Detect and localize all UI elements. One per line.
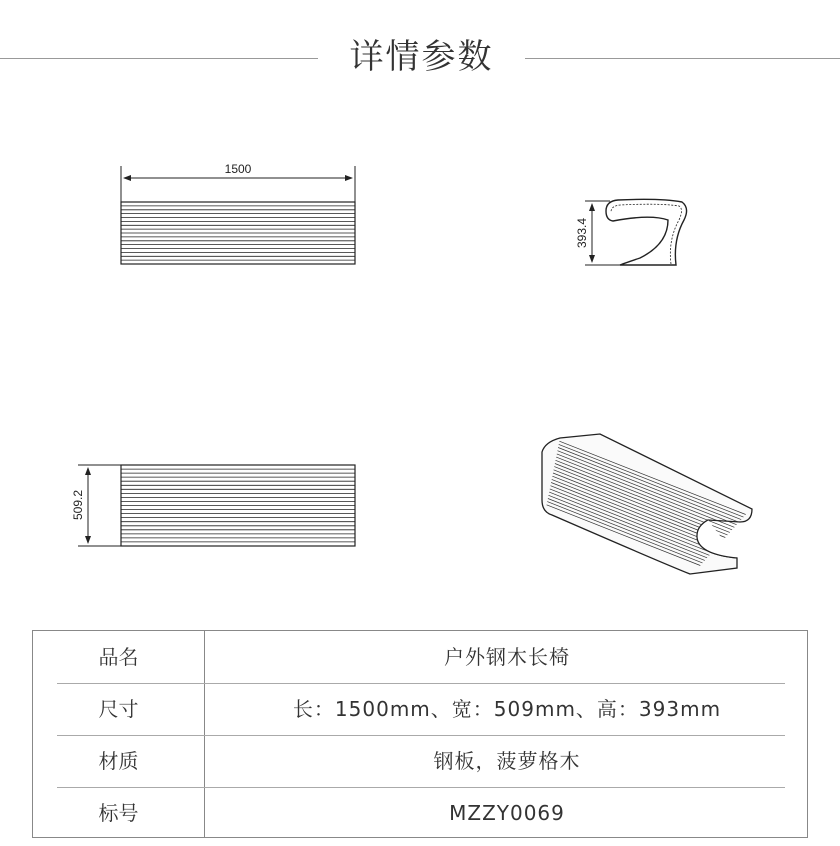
spec-row-name <box>33 631 809 683</box>
spec-label: 尺寸 <box>98 697 139 721</box>
spec-table <box>32 630 808 838</box>
side-view-height-label: 393.4 <box>575 217 589 249</box>
spec-value: 钢板，菠萝格木 <box>433 749 581 773</box>
spec-row-model <box>33 787 809 839</box>
header-divider-right <box>525 58 840 59</box>
spec-value: MZZY0069 <box>449 801 565 825</box>
top-view-width-label: 1500 <box>224 162 252 176</box>
spec-row-size <box>33 683 809 735</box>
technical-drawings <box>0 116 840 626</box>
section-title: 详情参数 <box>349 37 494 77</box>
spec-label: 材质 <box>98 749 139 773</box>
section-header <box>0 0 840 116</box>
top-view-drawing <box>121 162 355 264</box>
spec-value: 长：1500mm、宽：509mm、高：393mm <box>292 697 722 721</box>
header-divider-left <box>0 58 318 59</box>
spec-label: 品名 <box>98 645 139 669</box>
spec-row-material <box>33 735 809 787</box>
spec-label: 标号 <box>98 801 139 825</box>
front-view-depth-label: 509.2 <box>71 489 85 521</box>
side-view-drawing <box>575 199 687 265</box>
front-view-drawing <box>71 465 355 546</box>
spec-value: 户外钢木长椅 <box>444 645 570 669</box>
isometric-view-drawing <box>542 434 752 574</box>
